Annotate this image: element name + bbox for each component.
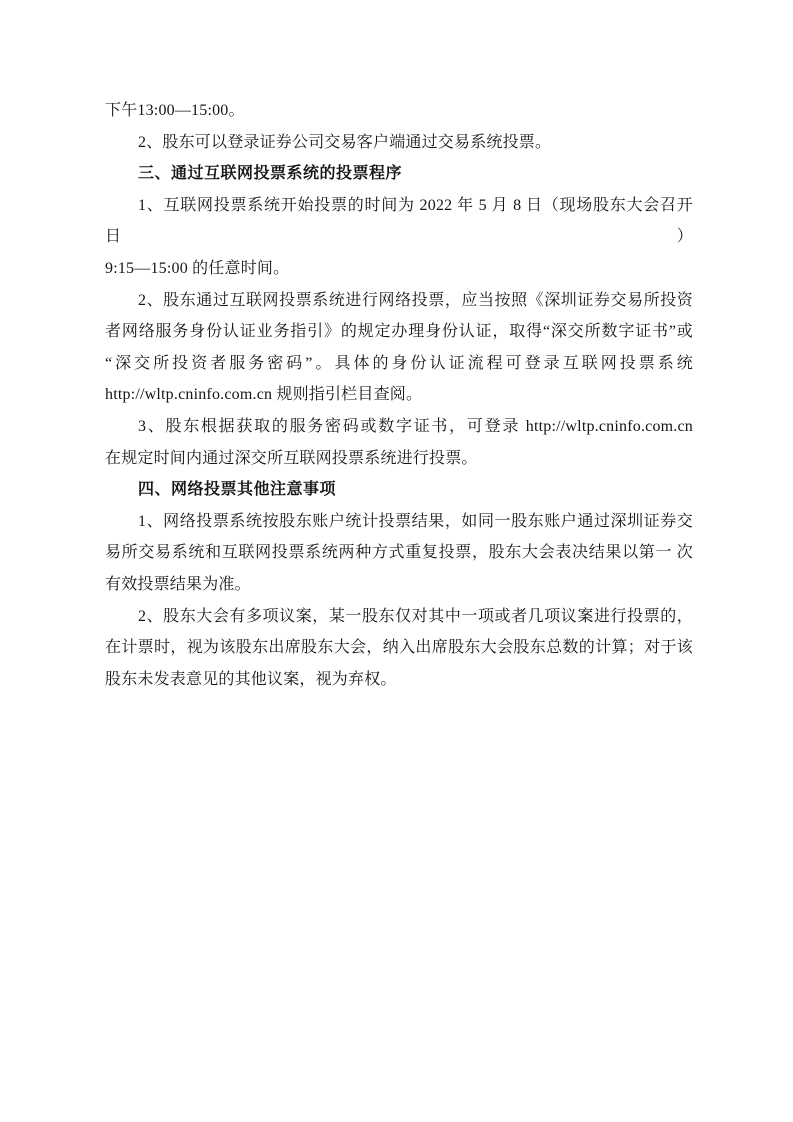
section-heading: 四、网络投票其他注意事项 — [138, 481, 337, 499]
text-line: 者网络服务身份认证业务指引》的规定办理身份认证，取得“深交所数字证书”或 — [105, 323, 693, 341]
text-line: 9:15—15:00 的任意时间。 — [105, 259, 290, 277]
heading-section-4-other-notes — [105, 474, 693, 506]
text-line: 2、股东大会有多项议案，某一股东仅对其中一项或者几项议案进行投票的， — [138, 607, 693, 625]
text-line: 股东未发表意见的其他议案，视为弃权。 — [105, 670, 397, 688]
para-trading-system-item-2 — [105, 127, 693, 159]
para-trading-system-afternoon-time — [105, 95, 693, 127]
heading-section-3-internet-voting-procedure — [105, 158, 693, 190]
para-internet-voting-item-1 — [105, 190, 693, 285]
text-line: 易所交易系统和互联网投票系统两种方式重复投票，股东大会表决结果以第一 次 — [105, 544, 693, 562]
para-internet-voting-item-3 — [105, 411, 693, 474]
text-line: 下午13:00—15:00。 — [105, 102, 245, 119]
text-line: 2、股东可以登录证券公司交易客户端通过交易系统投票。 — [138, 133, 552, 151]
document-body — [105, 95, 693, 695]
text-line: “深交所投资者服务密码”。具体的身份认证流程可登录互联网投票系统 — [105, 354, 693, 372]
text-line: 在计票时，视为该股东出席股东大会，纳入出席股东大会股东总数的计算；对于该 — [105, 639, 693, 657]
para-other-notes-item-2 — [105, 601, 693, 696]
text-line: http://wltp.cninfo.com.cn 规则指引栏目查阅。 — [105, 386, 423, 404]
text-line: 1、网络投票系统按股东账户统计投票结果，如同一股东账户通过深圳证券交 — [138, 512, 693, 530]
text-line: 1、互联网投票系统开始投票的时间为 2022 年 5 月 8 日（现场股东大会召开日） — [105, 196, 693, 246]
para-other-notes-item-1 — [105, 506, 693, 601]
text-line: 有效投票结果为准。 — [105, 575, 251, 593]
text-line: 在规定时间内通过深交所互联网投票系统进行投票。 — [105, 449, 478, 467]
section-heading: 三、通过互联网投票系统的投票程序 — [138, 165, 403, 183]
text-line: 2、股东通过互联网投票系统进行网络投票，应当按照《深圳证券交易所投资 — [138, 291, 693, 309]
text-line: 3、股东根据获取的服务密码或数字证书，可登录 http://wltp.cninfo.com.cn — [138, 417, 693, 435]
para-internet-voting-item-2 — [105, 285, 693, 411]
